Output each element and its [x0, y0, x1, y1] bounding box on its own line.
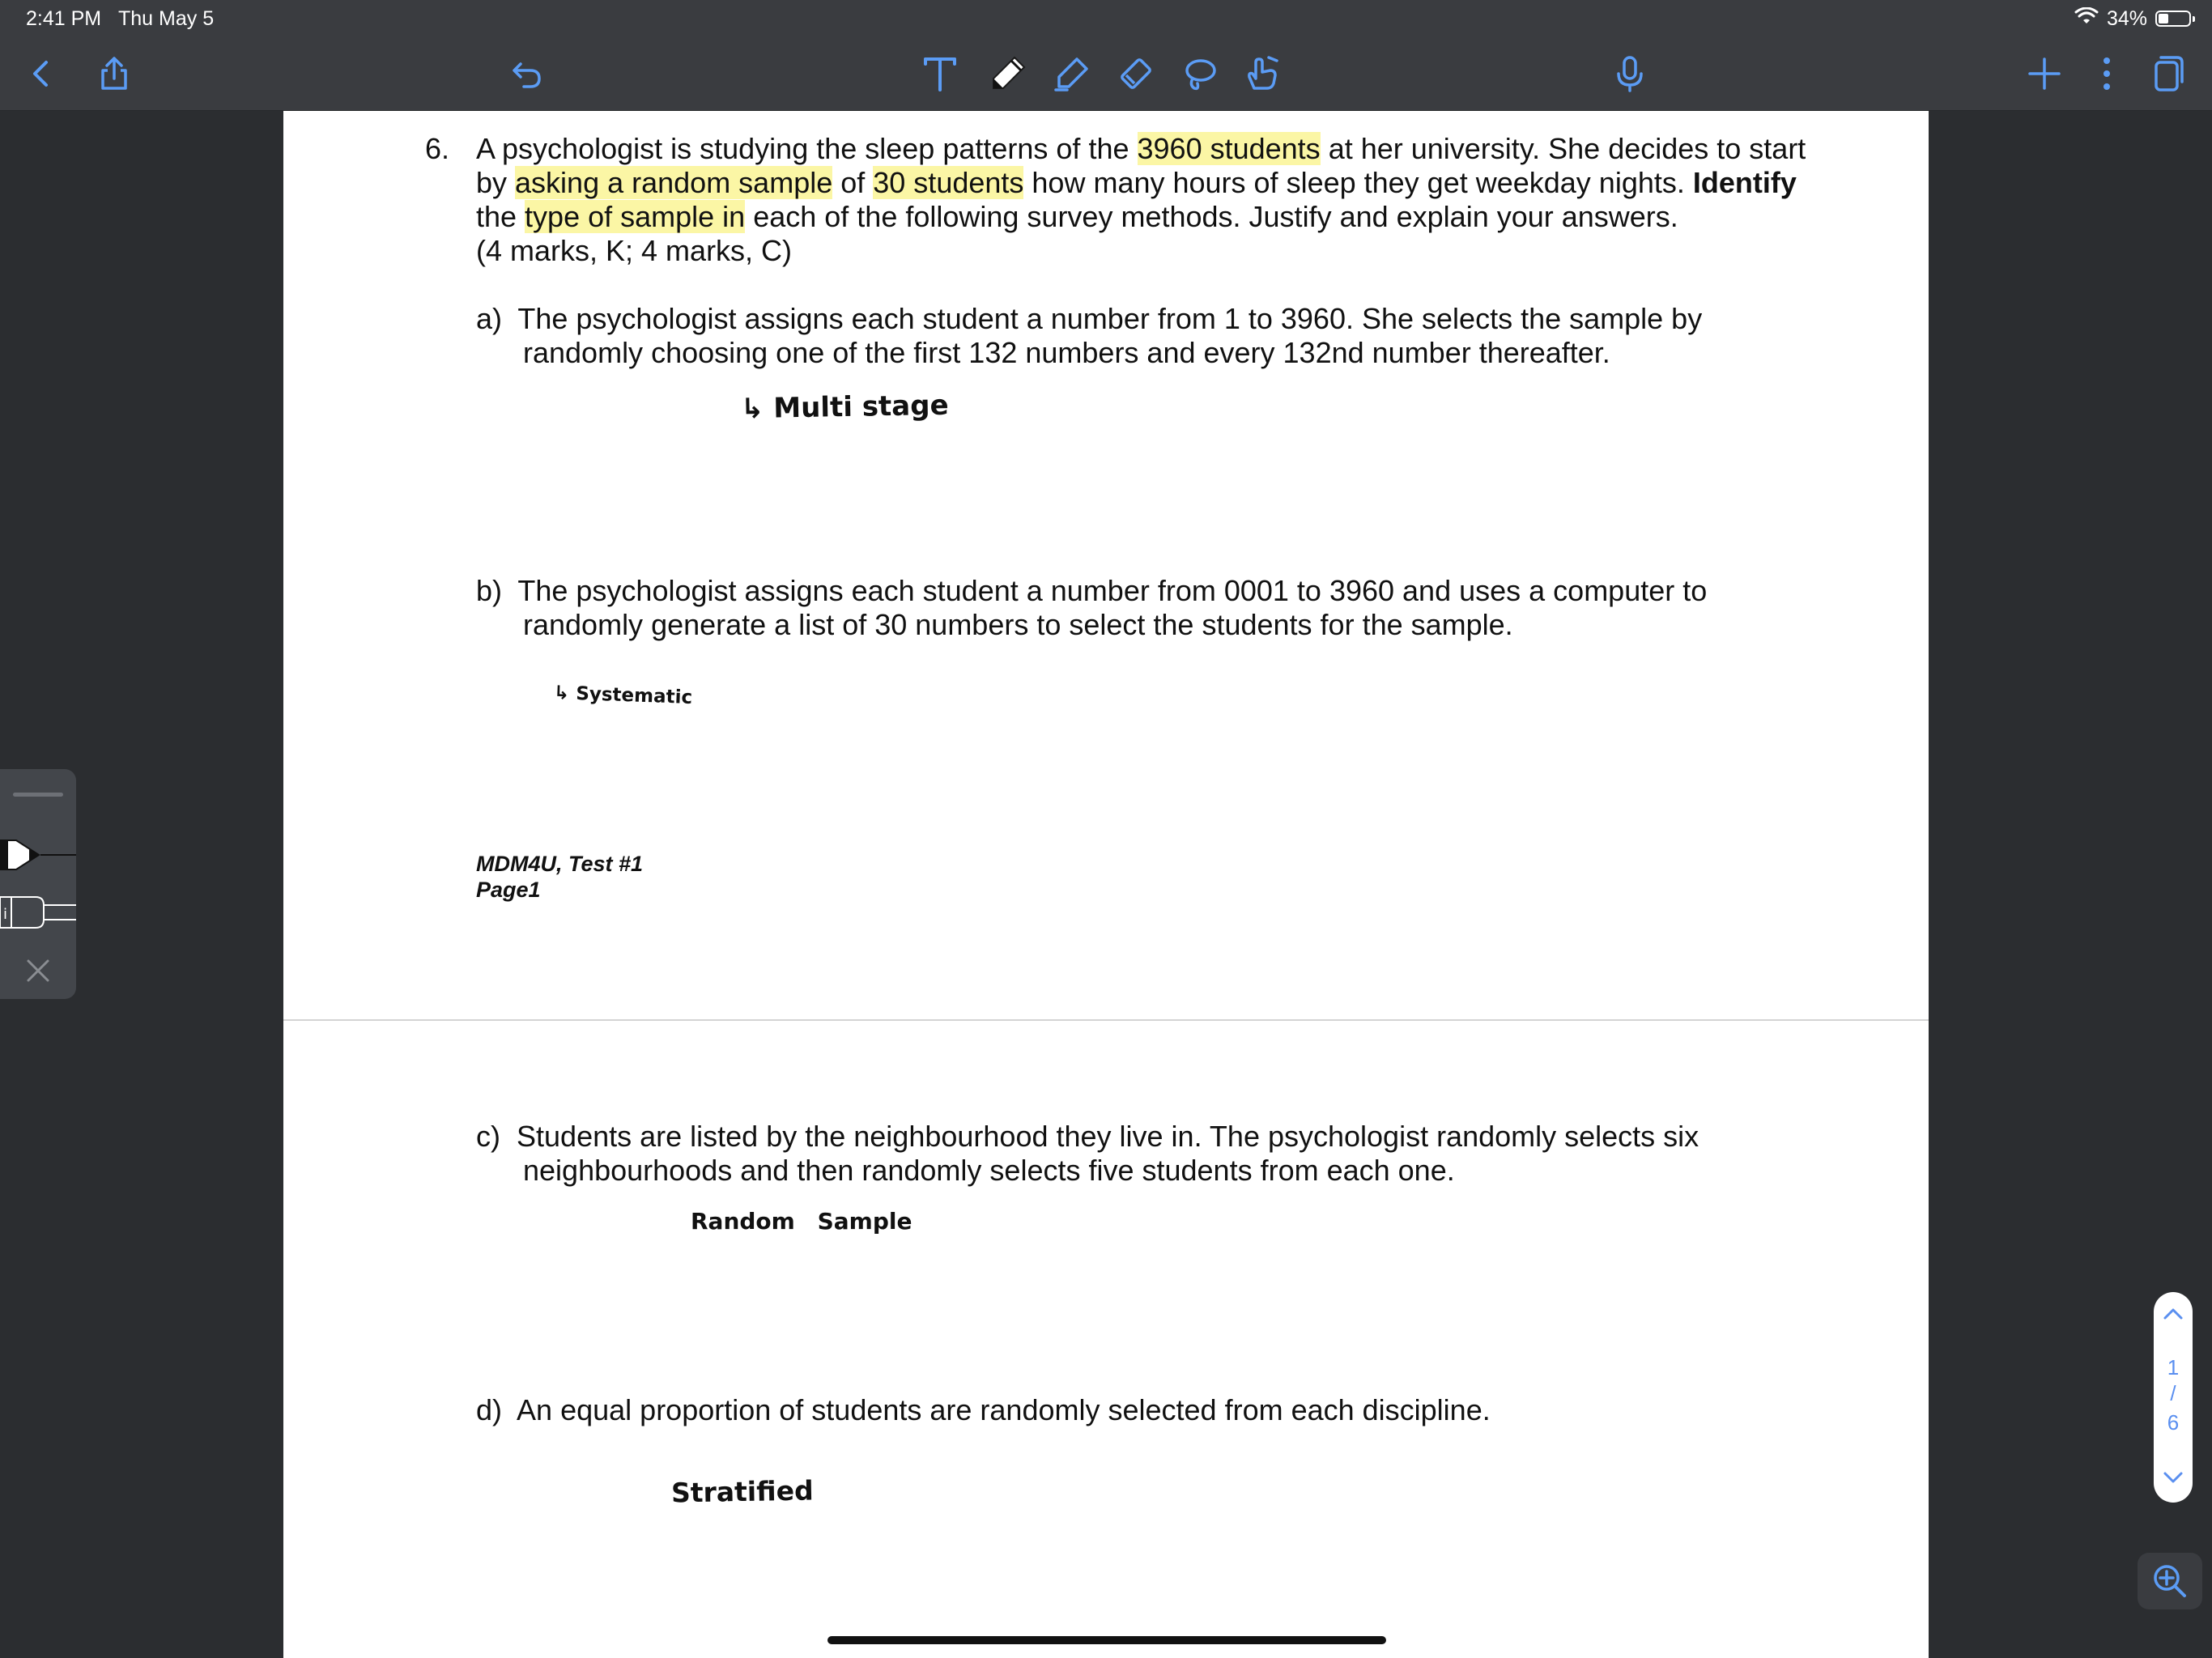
home-indicator[interactable] [827, 1636, 1386, 1644]
part-c-line2: neighbourhoods and then randomly selects five students from each one. [523, 1154, 1455, 1187]
pen-icon[interactable] [983, 49, 1033, 99]
status-bar [0, 0, 2212, 37]
share-icon[interactable] [89, 49, 139, 99]
undo-icon[interactable] [502, 49, 552, 99]
part-b-line2: randomly generate a list of 30 numbers to select the students for the sample. [523, 608, 1513, 641]
hand-icon[interactable] [1237, 49, 1287, 99]
page-up-icon[interactable] [2160, 1303, 2186, 1327]
battery-percent: 34% [2106, 6, 2147, 30]
part-b [476, 574, 1917, 642]
part-d-label: d) [476, 1393, 503, 1426]
highlight-3: 30 students [873, 166, 1024, 199]
page-down-icon[interactable] [2160, 1469, 2186, 1492]
page-current: 1 [2167, 1355, 2180, 1380]
part-b-label: b) [476, 574, 503, 607]
app-toolbar [0, 37, 2212, 111]
toolbox-drag-handle[interactable] [13, 793, 63, 797]
status-date: Thu May 5 [118, 7, 215, 30]
page-total: 6 [2167, 1410, 2180, 1435]
handwritten-answer-b: ↳ Systematic [553, 682, 693, 708]
highlight-2: asking a random sample [515, 166, 833, 199]
part-a [476, 302, 1917, 370]
part-c [476, 1120, 1917, 1188]
status-time: 2:41 PM [26, 7, 102, 30]
part-a-line2: randomly choosing one of the first 132 numbers and every 132nd number thereafter. [523, 336, 1610, 369]
part-c-line1: Students are listed by the neighbourhood they live in. The psychologist randomly selects six [517, 1120, 1699, 1153]
part-a-label: a) [476, 302, 503, 335]
page-navigator[interactable] [2154, 1292, 2193, 1503]
close-icon[interactable] [24, 957, 52, 988]
question-line-3: the type of sample in each of the following survey methods. Justify and explain your answers. [476, 200, 1678, 233]
back-icon[interactable] [16, 49, 66, 99]
page-separator: / [2170, 1381, 2176, 1405]
wifi-icon [2074, 7, 2099, 31]
text-tool-icon[interactable] [915, 49, 965, 99]
pen-toolbox[interactable] [0, 769, 76, 999]
footer-course: MDM4U, Test #1 [476, 852, 644, 876]
status-right [2074, 6, 2191, 31]
highlighter-tool-icon[interactable] [0, 892, 76, 937]
part-b-line1: The psychologist assigns each student a number from 0001 to 3960 and uses a computer to [517, 574, 1708, 607]
question-number: 6. [425, 132, 450, 165]
handwritten-answer-c: Random Sample [691, 1208, 912, 1235]
highlight-4: type of sample in [525, 200, 746, 233]
microphone-icon[interactable] [1605, 49, 1655, 99]
footer-page: Page1 [476, 878, 541, 902]
handwritten-answer-a: ↳ Multi stage [740, 389, 949, 426]
page-divider [283, 1019, 1929, 1021]
question-line-1: A psychologist is studying the sleep patterns of the 3960 students at her university. She decides to start [476, 132, 1806, 165]
question-line-4: (4 marks, K; 4 marks, C) [476, 234, 793, 267]
question-line-2: by asking a random sample of 30 students how many hours of sleep they get weekday nights. Identify [476, 166, 1797, 199]
part-d [476, 1393, 1917, 1427]
svg-text:i: i [3, 906, 8, 923]
highlight-1: 3960 students [1137, 132, 1321, 165]
lasso-icon[interactable] [1174, 49, 1224, 99]
selected-pen-icon[interactable] [0, 834, 76, 880]
question-text [476, 132, 1853, 268]
highlighter-icon[interactable] [1047, 49, 1097, 99]
more-icon[interactable] [2082, 49, 2132, 99]
handwritten-answer-d: Stratified [670, 1474, 814, 1509]
add-icon[interactable] [2019, 49, 2069, 99]
battery-icon [2155, 11, 2191, 27]
zoom-in-icon[interactable] [2138, 1553, 2202, 1609]
part-a-line1: The psychologist assigns each student a number from 1 to 3960. She selects the sample by [517, 302, 1703, 335]
eraser-icon[interactable] [1111, 49, 1161, 99]
page-footer [476, 851, 643, 903]
part-d-line1: An equal proportion of students are randomly selected from each discipline. [517, 1393, 1491, 1426]
part-c-label: c) [476, 1120, 500, 1153]
pages-icon[interactable] [2142, 49, 2193, 99]
